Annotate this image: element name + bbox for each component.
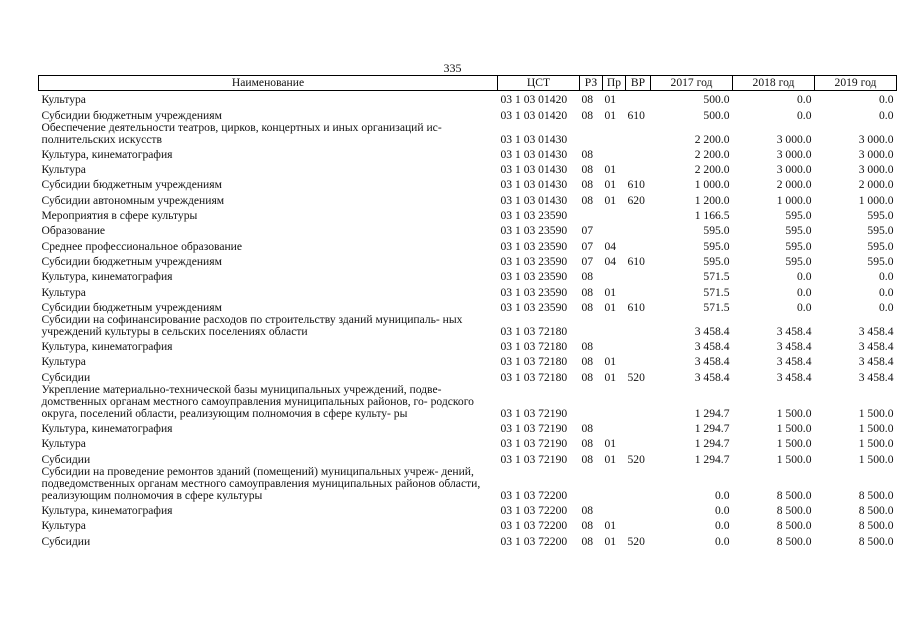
row-cst: 03 1 03 01430 [500,132,568,146]
row-vr: 520 [627,534,645,548]
row-2017: 500.0 [703,108,730,122]
row-rz: 08 [581,285,594,299]
row-2018: 1 500.0 [776,422,812,436]
table-row [39,466,897,502]
row-vr [626,435,651,450]
table-row [39,435,897,450]
row-2017: 3 458.4 [694,340,730,354]
row-cst: 03 1 03 23590 [500,300,568,314]
table-row [39,207,897,222]
row-2018: 3 458.4 [776,340,812,354]
row-2019: 0.0 [879,270,894,284]
row-2018: 0.0 [797,285,812,299]
row-2017: 500.0 [703,93,730,107]
budget-table [38,75,897,548]
row-2019: 3 000.0 [858,132,894,146]
row-2017: 3 458.4 [694,355,730,369]
row-vr [626,237,651,252]
row-cst: 03 1 03 72200 [500,519,568,533]
row-rz: 08 [581,93,594,107]
row-2018: 0.0 [797,108,812,122]
row-2019: 0.0 [879,300,894,314]
row-name: Субсидии бюджетным учреждениям [41,300,222,314]
row-cst: 03 1 03 23590 [500,239,568,253]
row-pr: 01 [604,519,617,533]
row-2017: 595.0 [703,239,730,253]
row-vr [626,207,651,222]
table-header-row [39,76,897,91]
row-2017: 1 294.7 [694,406,730,420]
row-name: Субсидии [41,534,91,548]
row-pr: 01 [604,370,617,384]
row-2018: 1 000.0 [776,193,812,207]
row-rz: 08 [581,108,594,122]
row-2018: 595.0 [785,254,812,268]
table-row [39,368,897,383]
row-2019: 595.0 [867,209,894,223]
row-2019: 3 458.4 [858,340,894,354]
table-row [39,253,897,268]
row-vr: 610 [627,108,645,122]
row-pr [603,207,626,222]
table-row [39,176,897,191]
row-2019: 1 500.0 [858,452,894,466]
row-cst: 03 1 03 01420 [500,93,568,107]
table-row [39,191,897,206]
row-2017: 1 294.7 [694,422,730,436]
row-2018: 8 500.0 [776,534,812,548]
row-vr [626,122,651,146]
row-2018: 595.0 [785,209,812,223]
row-cst: 03 1 03 01430 [500,163,568,177]
row-2018: 0.0 [797,300,812,314]
header-cst: ЦСТ [498,76,580,91]
row-2018: 0.0 [797,93,812,107]
row-name: Обеспечение деятельности театров, цирков, концертных и иных организаций ис- полнительских искусств [41,120,442,146]
row-2017: 1 294.7 [694,452,730,466]
row-cst: 03 1 03 72190 [500,422,568,436]
row-name: Культура, кинематография [41,270,173,284]
row-name: Культура, кинематография [41,340,173,354]
table-body [39,91,897,548]
row-name: Мероприятия в сфере культуры [41,209,198,223]
row-2017: 571.5 [703,285,730,299]
row-2019: 3 458.4 [858,370,894,384]
table-row [39,146,897,161]
row-name: Субсидии бюджетным учреждениям [41,108,222,122]
row-vr [626,420,651,435]
row-pr: 01 [604,178,617,192]
row-vr [626,353,651,368]
row-2018: 3 458.4 [776,324,812,338]
row-2019: 1 500.0 [858,422,894,436]
row-rz: 08 [581,503,594,517]
row-2018: 0.0 [797,270,812,284]
row-2017: 3 458.4 [694,370,730,384]
row-rz [580,466,603,502]
row-2019: 3 000.0 [858,147,894,161]
row-2017: 0.0 [715,488,730,502]
table-row [39,353,897,368]
row-rz: 08 [581,163,594,177]
row-pr: 04 [604,254,617,268]
row-pr: 01 [604,193,617,207]
row-rz: 08 [581,519,594,533]
row-cst: 03 1 03 23590 [500,224,568,238]
row-vr: 520 [627,370,645,384]
header-2019: 2019 год [815,76,897,91]
row-2018: 1 500.0 [776,437,812,451]
row-2017: 595.0 [703,254,730,268]
row-2018: 595.0 [785,224,812,238]
row-vr [626,283,651,298]
row-2018: 595.0 [785,239,812,253]
row-2019: 595.0 [867,224,894,238]
row-2017: 1 166.5 [694,209,730,223]
table-row [39,450,897,465]
row-name: Субсидии на проведение ремонтов зданий (помещений) муниципальных учреж- дений, подведомственных органам местного самоуправления муниципальных районов области, реализующим полномочия в сфере культуры [41,464,481,502]
row-2019: 595.0 [867,239,894,253]
row-cst: 03 1 03 23590 [500,254,568,268]
row-rz: 08 [581,452,594,466]
row-pr: 01 [604,108,617,122]
row-rz: 08 [581,193,594,207]
row-2017: 2 200.0 [694,163,730,177]
row-cst: 03 1 03 72200 [500,488,568,502]
table-row [39,517,897,532]
row-pr [603,146,626,161]
row-2019: 3 458.4 [858,324,894,338]
row-vr [626,268,651,283]
row-name: Субсидии [41,452,91,466]
row-2019: 595.0 [867,254,894,268]
row-cst: 03 1 03 23590 [500,209,568,223]
row-cst: 03 1 03 72200 [500,534,568,548]
row-pr [603,466,626,502]
row-rz: 08 [581,300,594,314]
row-pr: 01 [604,93,617,107]
row-name: Культура [41,519,86,533]
row-vr [626,338,651,353]
row-pr: 01 [604,452,617,466]
row-2018: 3 458.4 [776,370,812,384]
row-name: Укрепление материально-технической базы муниципальных учреждений, подве- домственных органам местного самоуправления муниципальных районов, го- родского округа, поселений области, реализующим полномочия в сфере культу- ры [41,382,474,420]
row-2018: 1 500.0 [776,406,812,420]
row-2017: 2 200.0 [694,132,730,146]
row-name: Культура, кинематография [41,422,173,436]
row-vr [626,146,651,161]
table-row [39,338,897,353]
table-row [39,237,897,252]
row-2019: 2 000.0 [858,178,894,192]
row-2018: 8 500.0 [776,503,812,517]
row-2018: 3 000.0 [776,163,812,177]
row-2018: 8 500.0 [776,519,812,533]
row-cst: 03 1 03 01430 [500,178,568,192]
row-name: Субсидии [41,370,91,384]
header-pr: Пр [603,76,626,91]
table-row [39,299,897,314]
row-2019: 0.0 [879,108,894,122]
row-rz: 08 [581,178,594,192]
row-rz: 07 [581,224,594,238]
row-cst: 03 1 03 72180 [500,340,568,354]
row-2017: 0.0 [715,519,730,533]
row-2019: 0.0 [879,285,894,299]
row-rz: 08 [581,422,594,436]
table-row [39,106,897,121]
row-name: Культура [41,355,86,369]
row-rz: 07 [581,254,594,268]
row-name: Субсидии бюджетным учреждениям [41,254,222,268]
row-2017: 1 000.0 [694,178,730,192]
row-2017: 1 200.0 [694,193,730,207]
row-cst: 03 1 03 72190 [500,406,568,420]
row-2017: 595.0 [703,224,730,238]
row-2019: 1 500.0 [858,406,894,420]
row-rz: 08 [581,370,594,384]
row-pr [603,222,626,237]
row-pr: 01 [604,285,617,299]
row-vr [626,466,651,502]
row-cst: 03 1 03 01420 [500,108,568,122]
row-vr [626,517,651,532]
row-cst: 03 1 03 72180 [500,355,568,369]
row-name: Субсидии автономным учреждениям [41,193,225,207]
row-rz: 08 [581,340,594,354]
row-vr: 610 [627,300,645,314]
row-2018: 8 500.0 [776,488,812,502]
row-cst: 03 1 03 72200 [500,503,568,517]
row-2018: 2 000.0 [776,178,812,192]
table-row [39,420,897,435]
row-rz: 08 [581,534,594,548]
page-number: 335 [443,61,462,75]
row-pr [603,420,626,435]
row-2019: 8 500.0 [858,534,894,548]
table-row [39,314,897,338]
row-2017: 571.5 [703,300,730,314]
row-2017: 3 458.4 [694,324,730,338]
row-pr [603,384,626,420]
table-row [39,161,897,176]
table-row [39,122,897,146]
row-pr: 04 [604,239,617,253]
row-pr [603,314,626,338]
row-cst: 03 1 03 01430 [500,147,568,161]
row-rz: 08 [581,147,594,161]
table-row [39,532,897,547]
row-2019: 1 500.0 [858,437,894,451]
row-name: Культура [41,437,86,451]
row-pr [603,338,626,353]
row-pr: 01 [604,437,617,451]
row-pr: 01 [604,300,617,314]
row-2017: 1 294.7 [694,437,730,451]
row-rz [580,207,603,222]
row-2018: 1 500.0 [776,452,812,466]
row-name: Культура, кинематография [41,503,173,517]
row-name: Культура, кинематография [41,147,173,161]
row-rz [580,314,603,338]
row-2019: 8 500.0 [858,503,894,517]
table-row [39,268,897,283]
row-name: Образование [41,224,106,238]
row-2017: 0.0 [715,503,730,517]
table-row [39,222,897,237]
row-cst: 03 1 03 23590 [500,285,568,299]
row-vr: 610 [627,254,645,268]
row-name: Субсидии бюджетным учреждениям [41,178,222,192]
row-cst: 03 1 03 72190 [500,452,568,466]
header-name: Наименование [39,76,498,91]
row-vr: 520 [627,452,645,466]
row-vr [626,222,651,237]
row-2017: 0.0 [715,534,730,548]
row-pr: 01 [604,355,617,369]
row-name: Культура [41,163,86,177]
row-rz [580,122,603,146]
row-name: Субсидии на софинансирование расходов по строительству зданий муниципаль- ных учреждений культуры в сельских поселениях области [41,312,463,338]
row-2019: 8 500.0 [858,488,894,502]
row-2018: 3 000.0 [776,132,812,146]
row-vr [626,502,651,517]
row-2019: 0.0 [879,93,894,107]
row-vr: 620 [627,193,645,207]
row-2017: 571.5 [703,270,730,284]
row-2018: 3 000.0 [776,147,812,161]
row-cst: 03 1 03 72180 [500,370,568,384]
row-rz: 07 [581,239,594,253]
row-2018: 3 458.4 [776,355,812,369]
row-name: Среднее профессиональное образование [41,239,243,253]
row-rz [580,384,603,420]
table-row [39,384,897,420]
row-vr: 610 [627,178,645,192]
table-row [39,283,897,298]
row-name: Культура [41,285,86,299]
row-rz: 08 [581,437,594,451]
row-vr [626,161,651,176]
row-rz: 08 [581,270,594,284]
row-vr [626,384,651,420]
row-2017: 2 200.0 [694,147,730,161]
header-2018: 2018 год [733,76,815,91]
row-2019: 8 500.0 [858,519,894,533]
row-cst: 03 1 03 72180 [500,324,568,338]
row-pr [603,502,626,517]
row-cst: 03 1 03 01430 [500,193,568,207]
row-vr [626,314,651,338]
table-row [39,91,897,107]
row-rz: 08 [581,355,594,369]
row-pr [603,268,626,283]
row-name: Культура [41,93,86,107]
row-pr: 01 [604,163,617,177]
row-2019: 1 000.0 [858,193,894,207]
header-vr: ВР [626,76,651,91]
row-cst: 03 1 03 72190 [500,437,568,451]
row-cst: 03 1 03 23590 [500,270,568,284]
header-rz: РЗ [580,76,603,91]
table-row [39,502,897,517]
row-pr [603,122,626,146]
row-2019: 3 458.4 [858,355,894,369]
row-vr [626,91,651,107]
row-2019: 3 000.0 [858,163,894,177]
row-pr: 01 [604,534,617,548]
header-2017: 2017 год [651,76,733,91]
